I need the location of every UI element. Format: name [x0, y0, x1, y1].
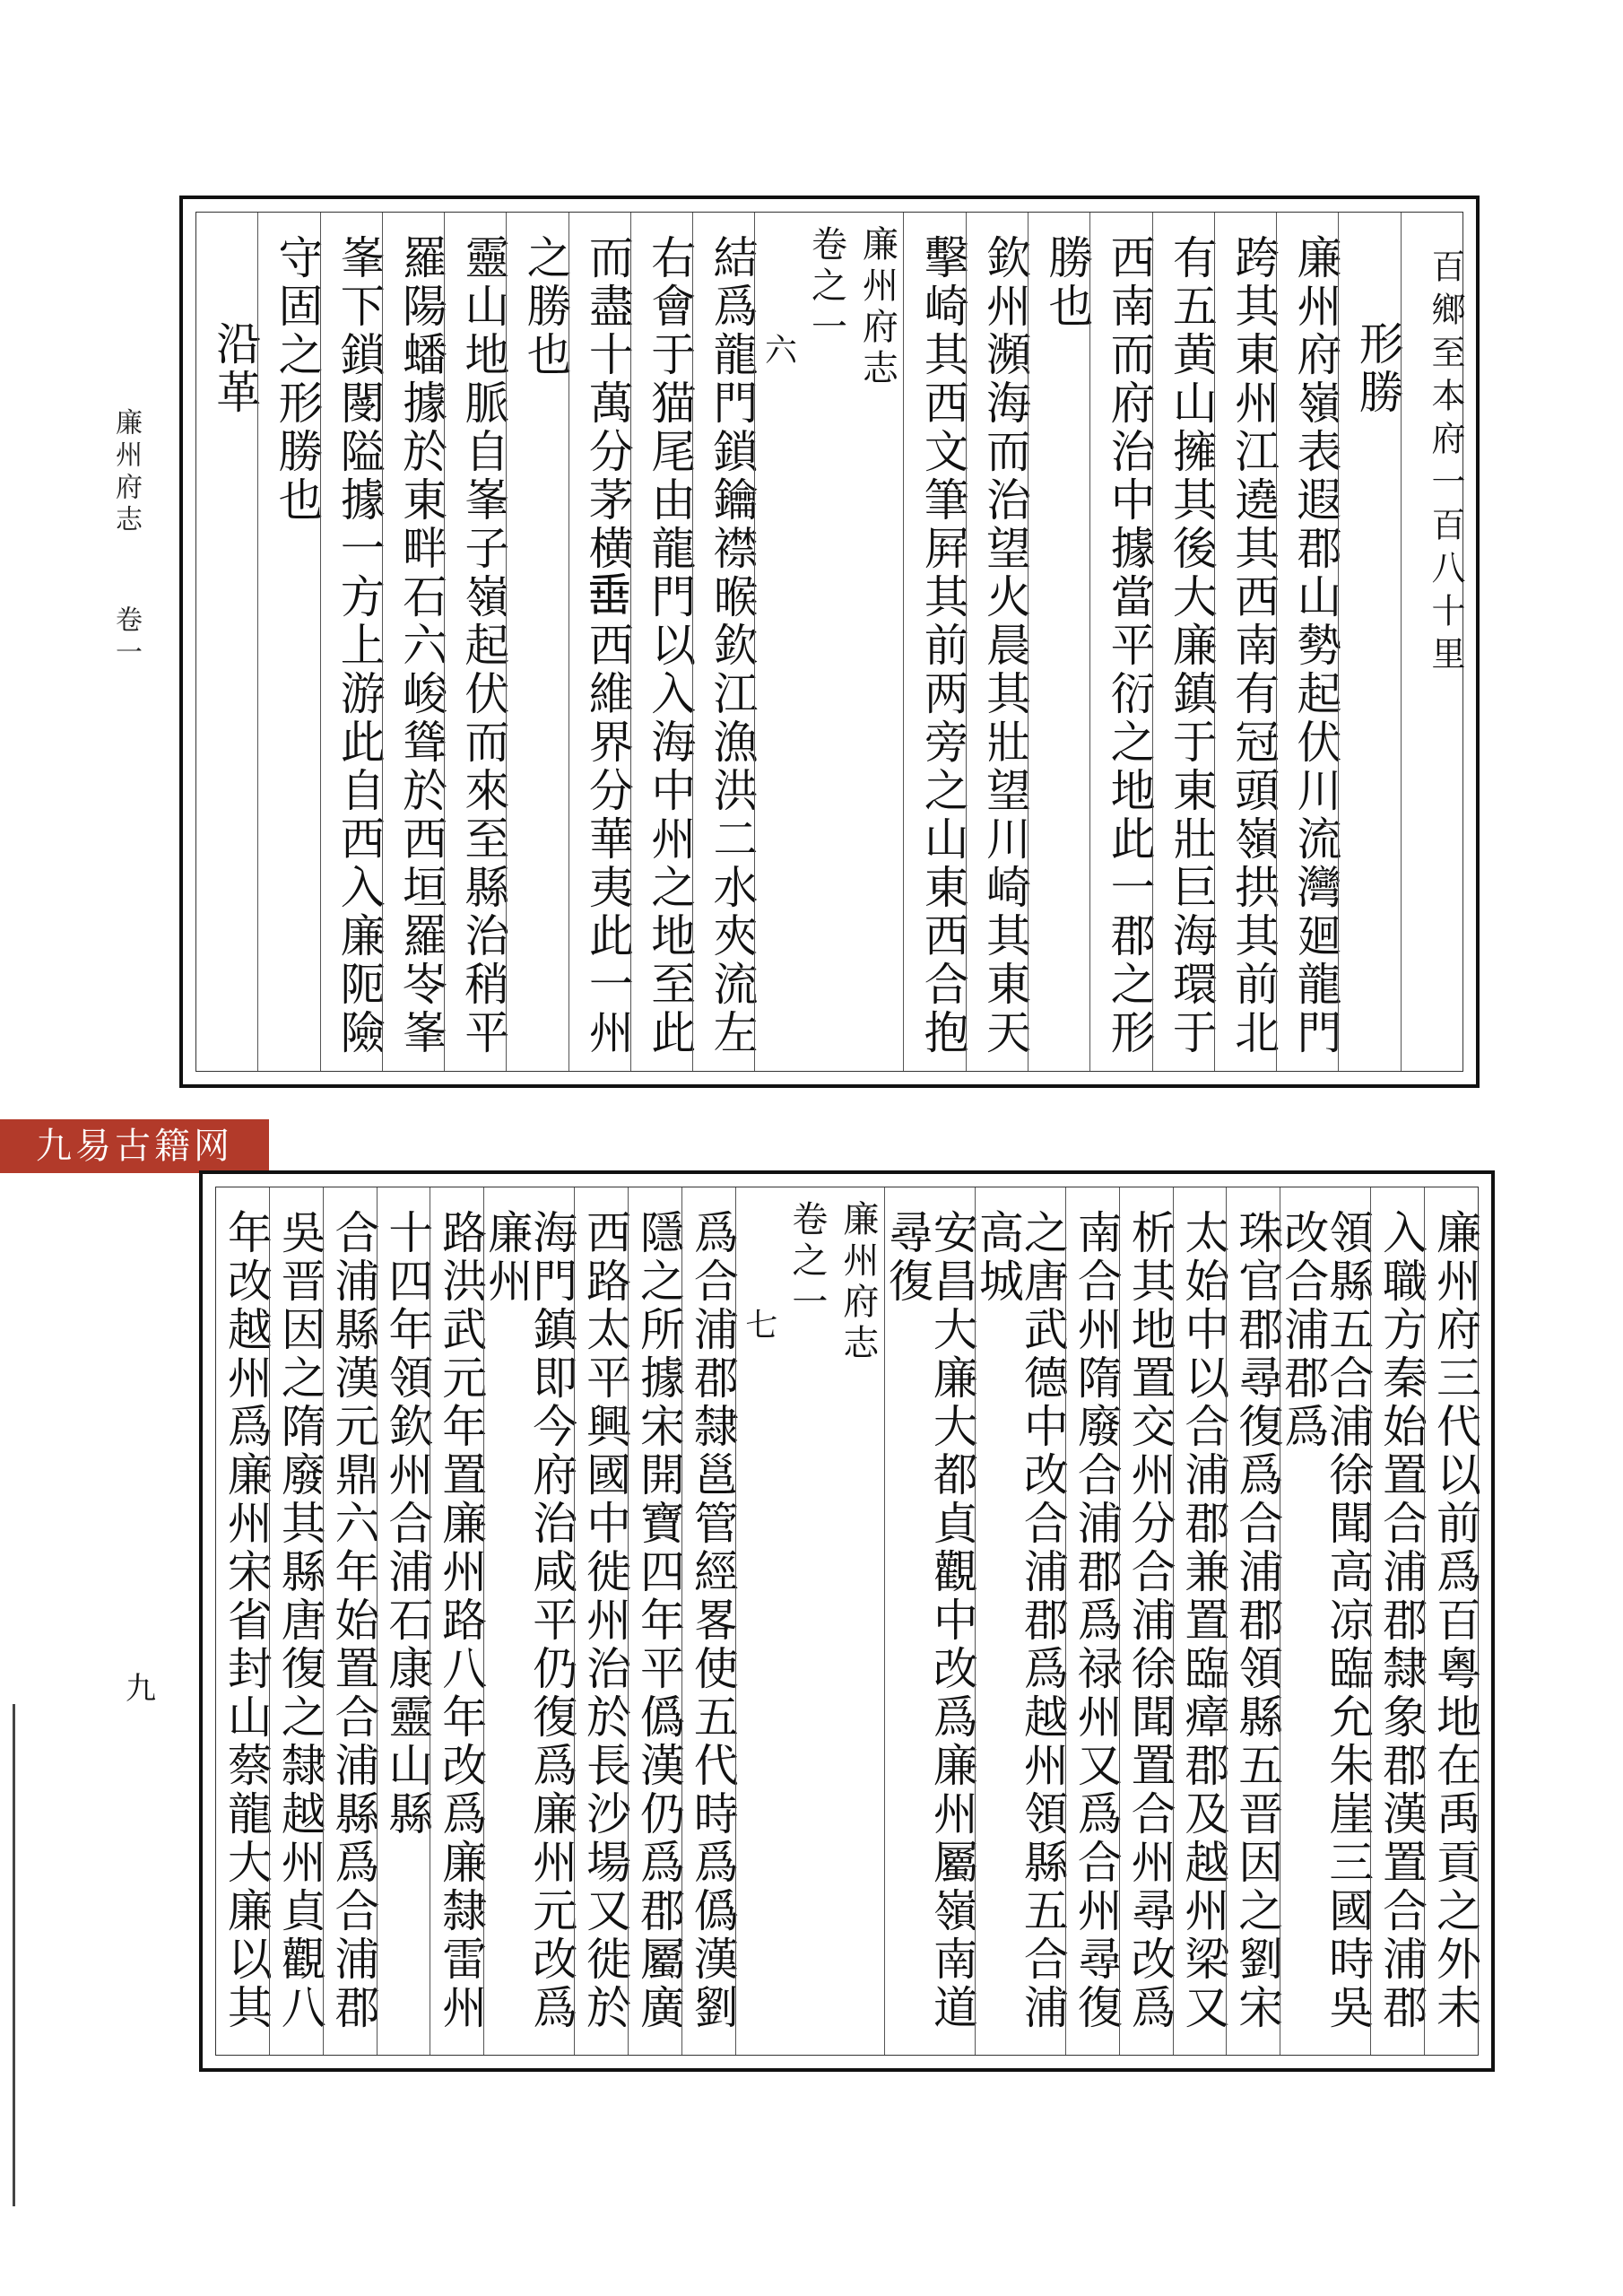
text-column: 十四年領欽州合浦石康靈山縣 — [377, 1187, 430, 2055]
text-column: 擊崎其西文筆屛其前两旁之山東西合抱 — [903, 213, 965, 1071]
text-column: 路洪武元年置廉州路八年改爲廉隸雷州 — [430, 1187, 483, 2055]
text-column: 羅陽蟠據於東畔石六峻聳於西垣羅岺峯 — [382, 213, 444, 1071]
text-column: 吳晋因之隋廢其縣唐復之隸越州貞觀八 — [269, 1187, 323, 2055]
bottom-page-panel — [199, 1170, 1495, 2072]
text-column: 入職方秦始置合浦郡隸象郡漢置合浦郡 — [1370, 1187, 1424, 2055]
text-column: 右會于猫尾由龍門以入海中州之地至此 — [630, 213, 692, 1071]
text-column: 而盡十萬分茅横𡸁西維界分華夷此一州 — [568, 213, 630, 1071]
running-title: 廉州府志 — [837, 1200, 879, 1365]
text-column: 西南而府治中據當平衍之地此一郡之形 — [1089, 213, 1151, 1071]
side-book-title: 廉州府志 — [110, 408, 142, 537]
center-fold-label — [735, 1187, 884, 2055]
text-column: 勝也 — [1028, 213, 1089, 1071]
center-fold-label — [754, 213, 903, 1071]
text-column: 太始中以合浦郡兼置臨瘴郡及越州梁又 — [1173, 1187, 1227, 2055]
text-column: 析其地置交州分合浦徐聞置合州尋改爲 — [1119, 1187, 1173, 2055]
text-column: 西路太平興國中徙州治於長沙場又徙於 — [574, 1187, 628, 2055]
text-column: 有五黄山擁其後大廉鎮于東壯巨海環于 — [1152, 213, 1214, 1071]
folio-number: 六 — [759, 333, 797, 370]
text-column: 百鄉至本府一百八十里 — [1401, 213, 1462, 1071]
section-heading: 沿革 — [209, 320, 262, 417]
top-page-columns — [195, 212, 1463, 1072]
side-book-label — [106, 408, 145, 670]
text-column: 廉州府嶺表遐郡山勢起伏川流灣廻龍門 — [1276, 213, 1338, 1071]
text-column: 廉州府三代以前爲百粵地在禹貢之外未 — [1424, 1187, 1478, 2055]
scan-edge-mark — [13, 1704, 19, 2206]
top-page-panel — [179, 196, 1480, 1088]
watermark-banner: 九易古籍网 — [0, 1119, 269, 1173]
side-volume: 卷一 — [110, 604, 142, 670]
text-column: 安昌大廉大都貞觀中改爲廉州屬嶺南道尋復 — [884, 1187, 975, 2055]
bottom-page-columns — [215, 1187, 1479, 2056]
text-column: 峯下鎖閿隘據一方上游此自西入廉阨險 — [320, 213, 382, 1071]
page-number: 九 — [126, 1671, 156, 1707]
text-column: 跨其東州江遶其西南有冠頭嶺拱其前北 — [1214, 213, 1276, 1071]
folio-number: 七 — [740, 1308, 777, 1345]
text-column: 海門鎮即今府治咸平仍復爲廉州元改爲廉州 — [483, 1187, 574, 2055]
chapter-label: 卷之一 — [785, 1200, 828, 1324]
text-column: 領縣五合浦徐聞高凉臨允朱崖三國時吳改合浦郡爲 — [1280, 1187, 1370, 2055]
text-column: 結爲龍門鎖鑰襟㬋欽江漁洪二水夾流左 — [692, 213, 754, 1071]
running-title: 廉州府志 — [856, 225, 898, 390]
text-column: 南合州隋廢合浦郡爲禄州又爲合州尋復 — [1065, 1187, 1119, 2055]
section-heading: 形勝 — [1338, 213, 1400, 1071]
text-column: 之勝也 — [506, 213, 568, 1071]
text-column: 欽州瀕海而治望火晨其壯望川崎其東天 — [966, 213, 1028, 1071]
text-column: 隱之所據宋開寶四年平僞漢仍爲郡屬廣 — [628, 1187, 681, 2055]
text-column: 珠官郡尋復爲合浦郡領縣五晋因之劉宋 — [1226, 1187, 1280, 2055]
text-column: 年改越州爲廉州宋省封山蔡龍大廉以其 — [220, 1209, 273, 2032]
chapter-label: 卷之一 — [805, 225, 847, 349]
text-column: 之唐武德中改合浦郡爲越州領縣五合浦高城 — [975, 1187, 1065, 2055]
text-column: 守固之形勝也 — [257, 213, 319, 1071]
text-column: 合浦縣漢元鼎六年始置合浦縣爲合浦郡 — [323, 1187, 377, 2055]
text-column: 爲合浦郡隸邕管經畧使五代時爲僞漢劉 — [681, 1187, 735, 2055]
text-column: 靈山地脈自峯子嶺起伏而來至縣治稍平 — [444, 213, 506, 1071]
